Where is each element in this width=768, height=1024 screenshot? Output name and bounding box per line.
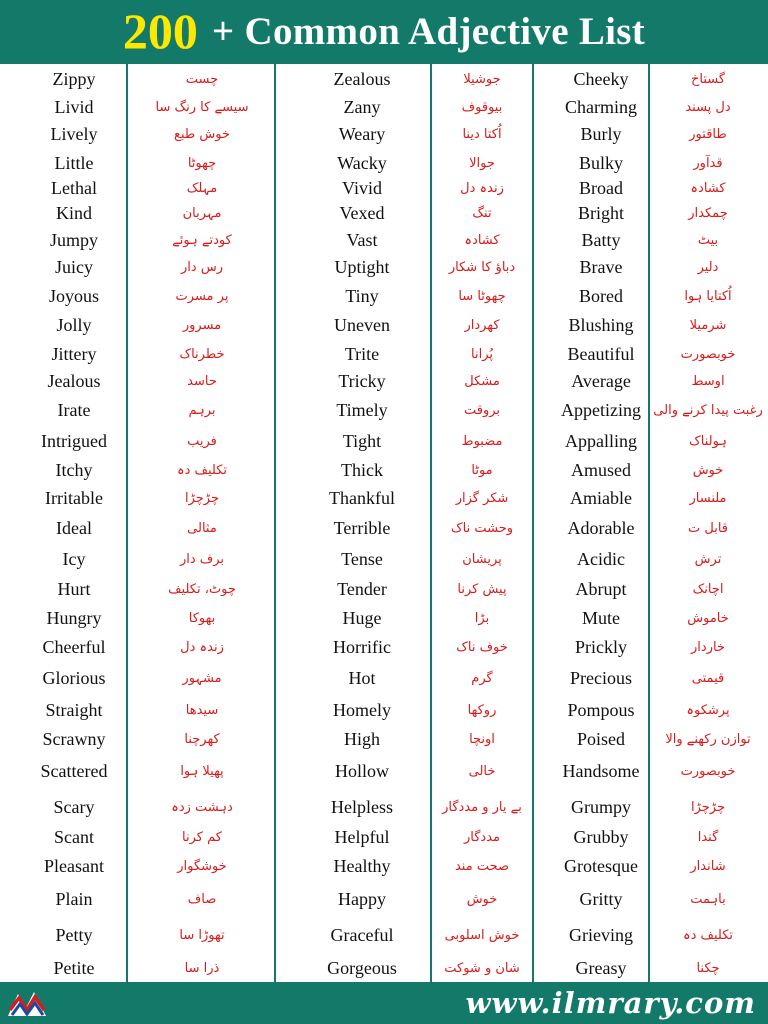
- adjective-english: Prickly: [575, 636, 627, 657]
- adjective-english: Vivid: [342, 177, 382, 198]
- adjective-urdu: کم کرنا: [182, 829, 222, 845]
- adjective-urdu: پرشکوہ: [686, 702, 730, 718]
- adjective-english: Charming: [565, 96, 637, 117]
- adjective-urdu: بروقت: [463, 402, 501, 418]
- adjective-english: Happy: [338, 888, 386, 909]
- adjective-english: Uptight: [334, 256, 390, 277]
- adjective-english: Abrupt: [575, 578, 627, 599]
- adjective-english: Ideal: [56, 517, 92, 538]
- table-row: [0, 514, 768, 542]
- adjective-urdu: خالی: [468, 763, 496, 779]
- adjective-english: Zany: [343, 96, 381, 117]
- adjective-english: Bored: [579, 285, 623, 306]
- adjective-english: Straight: [45, 699, 103, 720]
- adjective-english: Healthy: [333, 855, 391, 876]
- adjective-urdu: زندہ دل: [180, 639, 224, 655]
- adjective-urdu: باہمت: [690, 891, 726, 907]
- adjective-urdu: بیوقوف: [461, 99, 503, 115]
- adjective-english: Adorable: [567, 517, 635, 538]
- adjective-english: Tight: [342, 430, 382, 451]
- adjective-english: Terrible: [333, 517, 391, 538]
- adjective-urdu: خوشگوار: [177, 858, 227, 874]
- adjective-urdu: چھوٹا سا: [458, 288, 506, 304]
- adjective-urdu: گرم: [471, 670, 493, 686]
- table-row: [0, 149, 768, 177]
- adjective-urdu: شرمیلا: [689, 317, 727, 333]
- adjective-english: Tender: [337, 578, 387, 599]
- adjective-english: Juicy: [55, 256, 93, 277]
- adjective-english: Hurt: [57, 578, 91, 599]
- adjective-urdu: برہم: [188, 402, 216, 418]
- adjective-urdu: طاقتور: [689, 126, 727, 142]
- table-row: [0, 604, 768, 632]
- table-row: [0, 65, 768, 93]
- table-row: [0, 725, 768, 753]
- adjective-english: High: [344, 728, 380, 749]
- adjective-english: Scary: [53, 796, 95, 817]
- table-row: [0, 340, 768, 368]
- adjective-urdu: برف دار: [179, 551, 225, 567]
- adjective-urdu: قدآور: [693, 155, 723, 171]
- adjective-english: Livid: [54, 96, 94, 117]
- adjective-english: Mute: [582, 607, 620, 628]
- title-number: 200: [122, 3, 198, 59]
- adjective-english: Average: [571, 370, 631, 391]
- adjective-urdu: بڑا: [474, 610, 490, 626]
- table-row: [0, 575, 768, 603]
- adjective-english: Zippy: [52, 68, 96, 89]
- adjective-english: Jumpy: [49, 229, 98, 250]
- adjective-english: Cheerful: [42, 636, 106, 657]
- adjective-english: Hungry: [46, 607, 102, 628]
- adjective-urdu: اچانک: [692, 581, 724, 597]
- table-row: [0, 226, 768, 254]
- adjective-urdu: موٹا: [471, 462, 493, 478]
- table-row: [0, 456, 768, 484]
- adjective-english: Appetizing: [561, 399, 641, 420]
- adjective-urdu: تکلیف دہ: [176, 462, 228, 478]
- adjective-urdu: شاندار: [690, 858, 726, 874]
- adjective-urdu: رس دار: [181, 259, 223, 275]
- adjective-english: Uneven: [334, 314, 390, 335]
- adjective-urdu: خوش طبع: [174, 126, 230, 142]
- adjective-urdu: خطرناک: [179, 346, 225, 362]
- adjective-urdu: قیمتی: [691, 670, 725, 686]
- table-row: [0, 396, 768, 424]
- adjective-english: Hot: [348, 667, 376, 688]
- adjective-urdu: کودتے ہوئے: [172, 232, 232, 248]
- adjective-english: Trite: [344, 343, 380, 364]
- adjective-english: Little: [54, 152, 94, 173]
- adjective-urdu: گندا: [697, 829, 719, 845]
- adjective-english: Cheeky: [573, 68, 629, 89]
- adjective-english: Burly: [580, 123, 622, 144]
- adjective-urdu: جوالا: [469, 155, 495, 171]
- adjective-urdu: دلیر: [697, 259, 719, 275]
- adjective-urdu: سیدھا: [185, 702, 219, 718]
- adjective-english: Gorgeous: [327, 957, 397, 978]
- table-row: [0, 545, 768, 573]
- adjective-english: Jolly: [56, 314, 92, 335]
- adjective-english: Grieving: [569, 924, 633, 945]
- table-row: [0, 852, 768, 880]
- adjective-english: Handsome: [562, 760, 640, 781]
- adjective-english: Irritable: [45, 487, 103, 508]
- adjective-urdu: اونچا: [469, 731, 495, 747]
- adjective-urdu: خوش: [692, 462, 724, 478]
- adjective-english: Irate: [57, 399, 91, 420]
- adjective-english: Bright: [577, 202, 624, 223]
- page-header: [0, 0, 768, 62]
- adjective-urdu: پر مسرت: [175, 288, 229, 304]
- adjective-urdu: اوسط: [691, 373, 725, 389]
- adjective-english: Broad: [579, 177, 623, 198]
- table-row: [0, 199, 768, 227]
- adjective-english: Appalling: [565, 430, 637, 451]
- adjective-english: Pompous: [567, 699, 635, 720]
- adjective-urdu: شان و شوکت: [444, 960, 520, 976]
- table-row: [0, 367, 768, 395]
- adjective-english: Bulky: [578, 152, 623, 173]
- table-row: [0, 757, 768, 785]
- adjective-urdu: صحت مند: [454, 858, 510, 874]
- adjective-english: Scant: [54, 826, 94, 847]
- adjective-english: Greasy: [575, 957, 627, 978]
- adjective-english: Precious: [570, 667, 632, 688]
- table-row: [0, 484, 768, 512]
- adjective-urdu: پریشان: [462, 551, 502, 567]
- table-row: [0, 954, 768, 982]
- adjective-english: Thick: [341, 459, 383, 480]
- table-row: [0, 120, 768, 148]
- adjective-english: Joyous: [48, 285, 99, 306]
- adjective-english: Batty: [581, 229, 621, 250]
- adjective-english: Acidic: [577, 548, 625, 569]
- adjective-urdu: زندہ دل: [460, 180, 504, 196]
- adjective-english: Timely: [336, 399, 388, 420]
- adjective-urdu: ہولناک: [689, 433, 727, 449]
- adjective-urdu: کھرچنا: [184, 731, 220, 747]
- adjective-urdu: مضبوط: [461, 433, 503, 449]
- adjective-english: Tiny: [345, 285, 379, 306]
- adjective-urdu: خاموش: [687, 610, 729, 626]
- adjective-english: Lethal: [51, 177, 97, 198]
- adjective-english: Icy: [62, 548, 86, 569]
- adjective-urdu: خوبصورت: [680, 763, 736, 779]
- page-title: + Common Adjective List: [211, 9, 646, 53]
- adjective-urdu: تکلیف دہ: [682, 927, 734, 943]
- adjective-urdu: خوش: [466, 891, 498, 907]
- adjective-english: Grotesque: [564, 855, 638, 876]
- adjective-english: Helpful: [334, 826, 390, 847]
- adjective-english: Grumpy: [571, 796, 631, 817]
- adjective-urdu: مہلک: [186, 180, 218, 196]
- adjective-table: [0, 62, 768, 982]
- adjective-english: Jittery: [51, 343, 97, 364]
- adjective-english: Brave: [579, 256, 623, 277]
- adjective-urdu: چڑچڑا: [184, 490, 220, 506]
- adjective-english: Petty: [55, 924, 93, 945]
- table-row: [0, 823, 768, 851]
- adjective-urdu: اُکتا دینا: [462, 126, 502, 142]
- adjective-english: Petite: [53, 957, 95, 978]
- adjective-english: Plain: [55, 888, 93, 909]
- adjective-english: Pleasant: [44, 855, 104, 876]
- adjective-urdu: سیسے کا رنگ سا: [155, 99, 249, 115]
- adjective-urdu: روکھا: [467, 702, 497, 718]
- adjective-english: Weary: [338, 123, 386, 144]
- adjective-urdu: کشادہ: [464, 232, 500, 248]
- adjective-urdu: مددگار: [464, 829, 501, 845]
- adjective-english: Scattered: [40, 760, 108, 781]
- adjective-english: Blushing: [568, 314, 634, 335]
- adjective-english: Wacky: [337, 152, 387, 173]
- adjective-urdu: دہشت زدہ: [171, 799, 233, 815]
- table-row: [0, 253, 768, 281]
- adjective-urdu: مثالی: [187, 520, 217, 536]
- adjective-english: Tricky: [338, 370, 386, 391]
- table-row: [0, 427, 768, 455]
- adjective-urdu: اُکتایا ہوا: [684, 288, 732, 304]
- adjective-urdu: خاردار: [691, 639, 725, 655]
- adjective-english: Gritty: [579, 888, 623, 909]
- adjective-english: Scrawny: [42, 728, 106, 749]
- table-row: [0, 93, 768, 121]
- adjective-urdu: مشہور: [182, 670, 222, 686]
- adjective-urdu: جوشیلا: [463, 71, 501, 87]
- adjective-urdu: بے یار و مددگار: [442, 799, 522, 815]
- adjective-urdu: وحشت ناک: [450, 520, 514, 536]
- page-footer: [0, 982, 768, 1024]
- adjective-english: Homely: [333, 699, 391, 720]
- adjective-english: Lively: [50, 123, 98, 144]
- adjective-urdu: خوبصورت: [680, 346, 736, 362]
- adjective-urdu: چست: [185, 71, 219, 87]
- adjective-urdu: قابل ت: [688, 520, 729, 536]
- table-row: [0, 793, 768, 821]
- adjective-urdu: کھردار: [464, 317, 500, 333]
- adjective-urdu: پھیلا ہوا: [180, 763, 224, 779]
- adjective-english: Thankful: [329, 487, 395, 508]
- adjective-urdu: چمکدار: [688, 205, 728, 221]
- adjective-english: Beautiful: [567, 343, 635, 364]
- adjective-urdu: ذرا سا: [184, 960, 220, 976]
- adjective-english: Itchy: [55, 459, 93, 480]
- adjective-urdu: حاسد: [187, 373, 217, 389]
- adjective-english: Jealous: [47, 370, 101, 391]
- adjective-urdu: پُرانا: [471, 346, 493, 362]
- adjective-urdu: بھوکا: [188, 610, 216, 626]
- adjective-urdu: مشکل: [464, 373, 500, 389]
- adjective-urdu: صاف: [187, 891, 217, 907]
- adjective-english: Amused: [571, 459, 631, 480]
- table-row: [0, 921, 768, 949]
- adjective-english: Intrigued: [41, 430, 107, 451]
- adjective-english: Hollow: [335, 760, 389, 781]
- adjective-urdu: شکر گزار: [455, 490, 509, 506]
- adjective-urdu: چڑچڑا: [690, 799, 726, 815]
- adjective-urdu: خوف ناک: [456, 639, 508, 655]
- adjective-english: Horrific: [333, 636, 391, 657]
- adjective-urdu: ملنسار: [689, 490, 727, 506]
- table-row: [0, 633, 768, 661]
- adjective-english: Poised: [576, 728, 625, 749]
- adjective-urdu: گستاخ: [690, 71, 726, 87]
- table-row: [0, 311, 768, 339]
- adjective-urdu: رغبت پیدا کرنے والی: [653, 402, 763, 418]
- adjective-english: Kind: [56, 202, 92, 223]
- website-url[interactable]: www.ilmrary.com: [465, 986, 756, 1020]
- adjective-urdu: مسرور: [182, 317, 222, 333]
- adjective-urdu: توازن رکھنے والا: [665, 731, 751, 747]
- table-row: [0, 282, 768, 310]
- adjective-urdu: دباؤ کا شکار: [448, 259, 516, 275]
- adjective-english: Vexed: [339, 202, 385, 223]
- adjective-urdu: چوٹ، تکلیف: [168, 581, 236, 597]
- adjective-english: Glorious: [42, 667, 106, 688]
- adjective-english: Huge: [342, 607, 382, 628]
- adjective-urdu: مہربان: [182, 205, 222, 221]
- table-row: [0, 664, 768, 692]
- adjective-english: Zealous: [333, 68, 391, 89]
- adjective-urdu: ترش: [694, 551, 722, 567]
- adjective-english: Amiable: [570, 487, 632, 508]
- table-row: [0, 885, 768, 913]
- adjective-urdu: دل پسند: [685, 99, 731, 115]
- adjective-english: Tense: [341, 548, 383, 569]
- brand-logo-icon: [6, 986, 48, 1020]
- adjective-english: Grubby: [573, 826, 629, 847]
- adjective-urdu: بیٹ: [697, 232, 719, 248]
- adjective-urdu: چھوٹا: [187, 155, 217, 171]
- adjective-urdu: تھوڑا سا: [179, 927, 225, 943]
- adjective-english: Graceful: [330, 924, 394, 945]
- table-row: [0, 174, 768, 202]
- table-row: [0, 696, 768, 724]
- adjective-urdu: تنگ: [472, 205, 492, 221]
- adjective-urdu: پیش کرنا: [457, 581, 507, 597]
- adjective-urdu: فریب: [187, 433, 217, 449]
- adjective-english: Vast: [346, 229, 378, 250]
- adjective-urdu: خوش اسلوبی: [444, 927, 520, 943]
- adjective-english: Helpless: [331, 796, 393, 817]
- adjective-urdu: کشادہ: [690, 180, 726, 196]
- adjective-urdu: چکنا: [696, 960, 720, 976]
